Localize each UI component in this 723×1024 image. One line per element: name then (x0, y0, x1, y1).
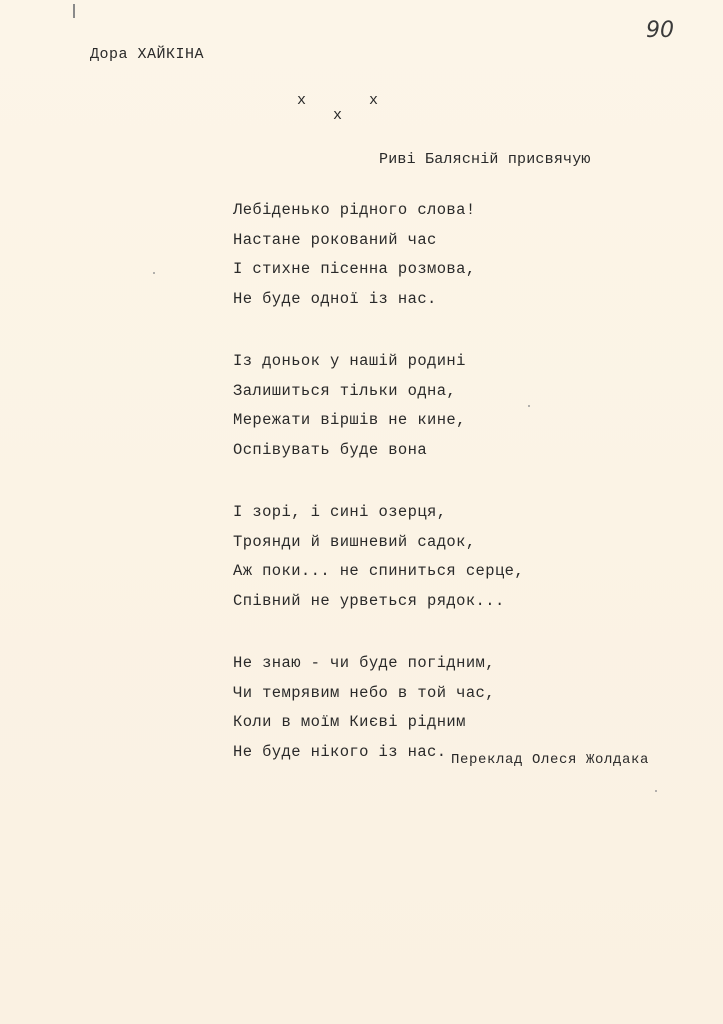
poem-line: Лебіденько рідного слова! (233, 201, 476, 219)
stanza (233, 347, 673, 465)
poem-line: Чи темрявим небо в той час, (233, 683, 495, 702)
poem-line: Не буде одної із нас. (233, 289, 437, 308)
handwritten-page-number: 90 (646, 18, 674, 43)
margin-mark (73, 4, 75, 18)
stanza (233, 649, 673, 767)
translator-credit: Переклад Олеся Жолдака (451, 752, 650, 768)
poem-line: Мережати віршів не кине, (233, 411, 466, 429)
poem-body (233, 196, 673, 800)
poem-line: Настане рокований час (233, 230, 437, 249)
paper-speck (153, 272, 155, 274)
author-name: Дора ХАЙКІНА (90, 46, 205, 63)
section-separator-mark: х (297, 92, 307, 109)
stanza (233, 196, 673, 314)
poem-line: Не знаю - чи буде погідним, (233, 654, 495, 672)
poem-line: І стихне пісенна розмова, (233, 260, 476, 278)
section-separator-mark: х (369, 92, 379, 109)
poem-line: Коли в моїм Києві рідним (233, 713, 466, 731)
poem-line: Співний не урветься рядок... (233, 591, 505, 610)
poem-line: І зорі, і сині озерця, (233, 503, 447, 521)
poem-line: Оспівувать буде вона (233, 440, 428, 459)
poem-line: Троянди й вишневий садок, (233, 532, 476, 551)
poem-line: Залишиться тільки одна, (233, 381, 457, 400)
stanza (233, 498, 673, 616)
poem-line: Аж поки... не спиниться серце, (233, 562, 525, 580)
poem-line: Не буде нікого із нас. (233, 742, 447, 761)
dedication: Риві Балясній присвячую (379, 151, 591, 168)
section-separator-mark: х (333, 107, 343, 124)
poem-line: Із доньок у нашій родині (233, 352, 466, 370)
